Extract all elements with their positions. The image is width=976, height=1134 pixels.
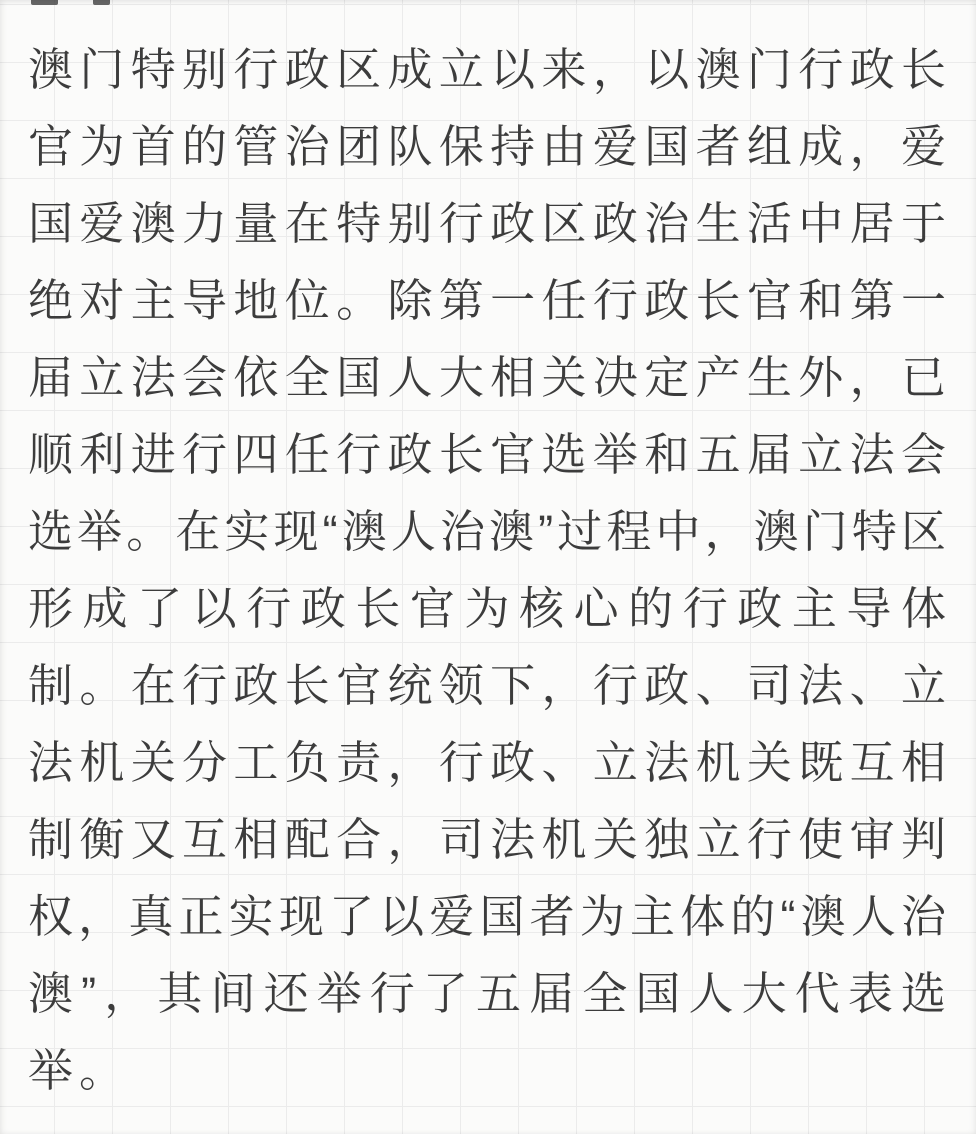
text-line-12: 权，真正实现了以爱国者为主体的“澳人治 [28,891,946,942]
text-line-3: 国爱澳力量在特别行政区政治生活中居于 [28,198,946,249]
text-line-9: 制。在行政长官统领下，行政、司法、立 [28,660,946,711]
paragraph [28,31,946,1109]
cropped-character-remnant [31,0,58,5]
text-line-14: 举。 [28,1045,131,1096]
text-line-11: 制衡又互相配合，司法机关独立行使审判 [28,814,946,865]
text-line-5: 届立法会依全国人大相关决定产生外，已 [28,352,946,403]
cropped-character-remnant [93,0,110,5]
text-line-13: 澳”，其间还举行了五届全国人大代表选 [28,968,946,1019]
text-line-4: 绝对主导地位。除第一任行政长官和第一 [28,275,946,326]
text-line-8: 形成了以行政长官为核心的行政主导体 [28,583,946,634]
text-line-10: 法机关分工负责，行政、立法机关既互相 [28,737,946,788]
text-line-6: 顺利进行四任行政长官选举和五届立法会 [28,429,946,480]
text-line-7: 选举。在实现“澳人治澳”过程中，澳门特区 [28,506,946,557]
text-line-2: 官为首的管治团队保持由爱国者组成，爱 [28,121,946,172]
text-line-1: 澳门特别行政区成立以来，以澳门行政长 [28,44,946,95]
